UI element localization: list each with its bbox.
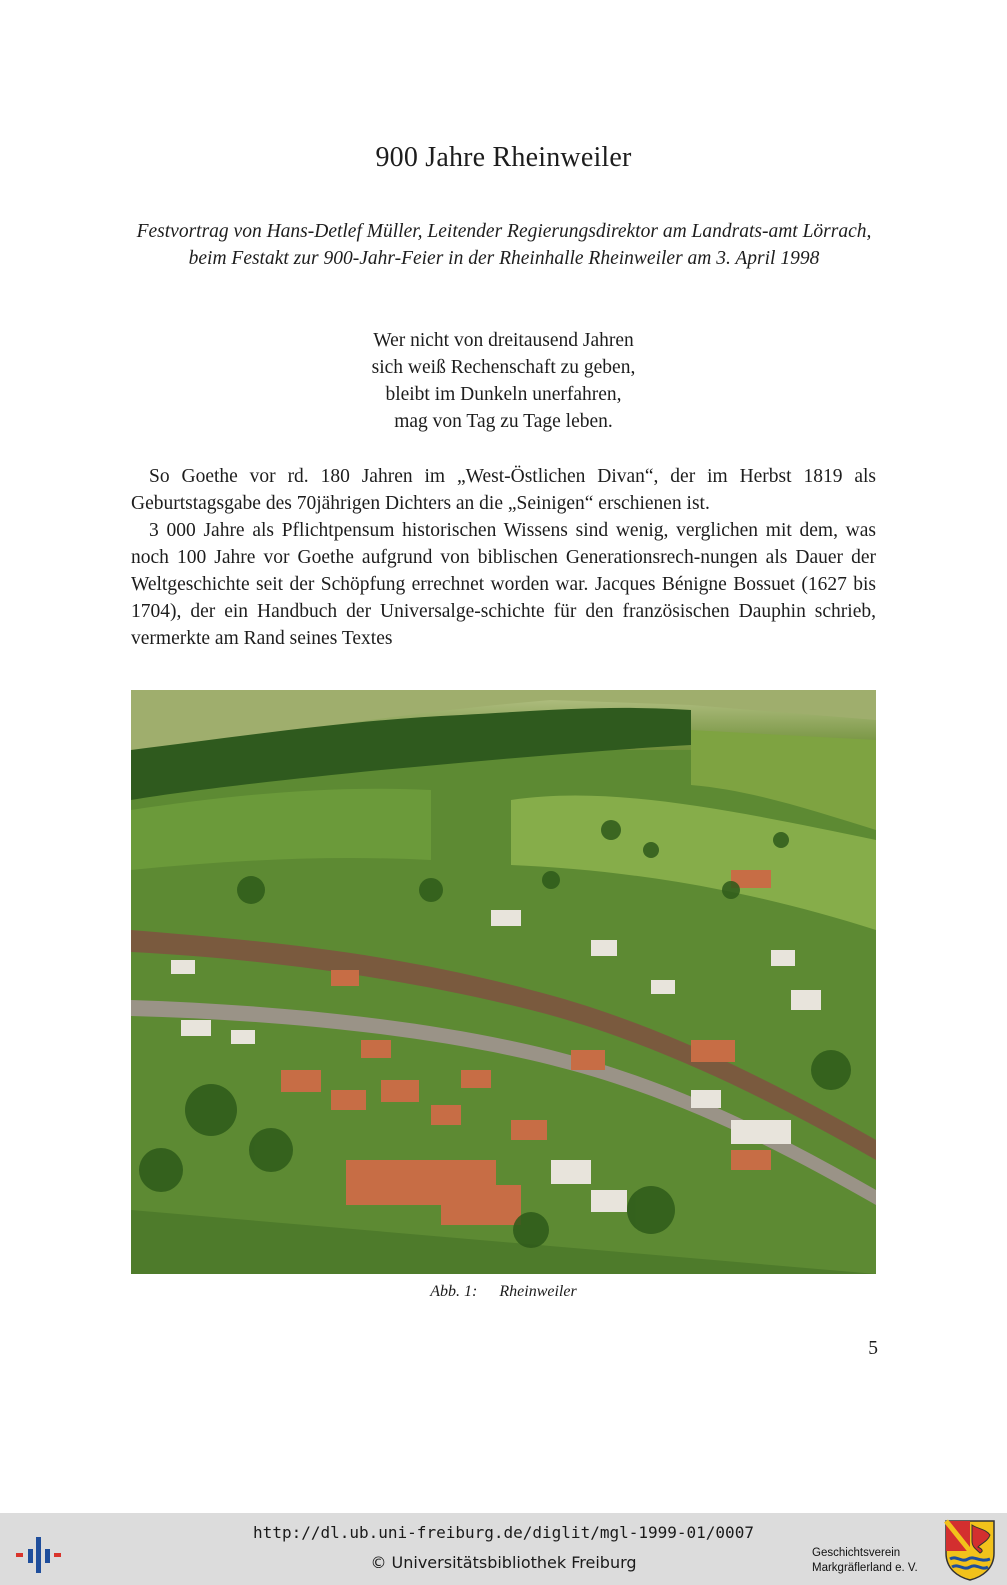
footer-bar <box>0 1513 1007 1585</box>
body-text <box>131 463 876 652</box>
society-line: Geschichtsverein <box>812 1547 901 1559</box>
society-line: Markgräflerland e. V. <box>812 1562 918 1574</box>
footer-copyright: © Universitätsbibliothek Freiburg <box>370 1553 637 1572</box>
figure-caption <box>0 1283 1007 1301</box>
page-title: 900 Jahre Rheinweiler <box>375 142 632 173</box>
verse-line: mag von Tag zu Tage leben. <box>394 411 613 432</box>
paragraph: 3 000 Jahre als Pflichtpensum historischen Wissens sind wenig, verglichen mit dem, was noch 100 Jahre vor Goethe aufgrund von biblischen Generationsrech-nungen als Dauer der Weltgeschichte seit der Schöpfung errechnet worden war. Jacques Bénigne Bossuet (1627 bis 1704), der ein Handbuch der Universalge-schichte für den französischen Dauphin schrieb, vermerkte am Rand seines Textes <box>131 520 876 649</box>
goethe-verse <box>0 327 1007 435</box>
figure-caption-text: Rheinweiler <box>499 1283 577 1300</box>
page-number: 5 <box>868 1338 878 1359</box>
verse-line: Wer nicht von dreitausend Jahren <box>373 330 634 351</box>
footer-url[interactable]: http://dl.ub.uni-freiburg.de/diglit/mgl-1999-01/0007 <box>253 1523 754 1542</box>
aerial-photo-rheinweiler <box>131 690 876 1274</box>
lecture-subtitle: Festvortrag von Hans-Detlef Müller, Leitender Regierungsdirektor am Landrats-amt Lörrach, beim Festakt zur 900-Jahr-Feier in der Rheinhalle Rheinweiler am 3. April 1998 <box>136 221 872 269</box>
verse-line: bleibt im Dunkeln unerfahren, <box>385 384 622 405</box>
figure-label: Abb. 1: <box>430 1283 478 1300</box>
verse-line: sich weiß Rechenschaft zu geben, <box>371 357 636 378</box>
coat-of-arms-icon <box>944 1519 996 1581</box>
society-name <box>812 1546 940 1576</box>
paragraph: So Goethe vor rd. 180 Jahren im „West-Östlichen Divan“, der im Herbst 1819 als Geburtstagsgabe des 70jährigen Dichters an die „Seinigen“ erschienen ist. <box>131 466 876 514</box>
